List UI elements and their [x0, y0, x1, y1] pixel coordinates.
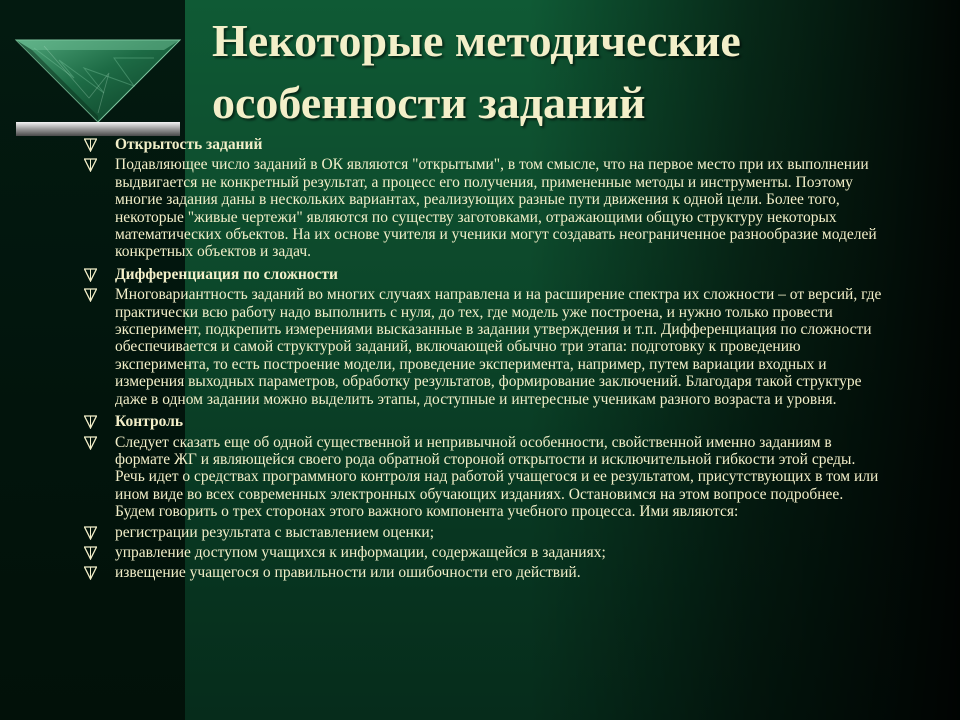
- bullet-heading: [84, 136, 884, 153]
- bullet-heading: [84, 413, 884, 430]
- arrow-bullet-icon: [84, 546, 97, 560]
- slide-title: Некоторые методические особенности заданий: [212, 15, 741, 128]
- bullet-text: Контроль: [115, 413, 184, 431]
- arrow-bullet-icon: [84, 436, 97, 450]
- bullet-item: [84, 564, 884, 581]
- bullet-text: Подавляющее число заданий в ОК являются "открытыми", в том смысле, что на первое место при их выполнении выдвигается не конкретный результат, а процесс его получения, примененные методы и инструменты. Поэтому многие задания даны в нескольких вариантах, реализующих разные пути движения к одной цели. Более того, некоторые "живые чертежи" являются по существу заготовками, отражающими общую структуру некоторых математических объектов. На их основе учителя и ученики могут создавать неограниченное разнообразие моделей конкретных объектов и задач.: [115, 156, 877, 261]
- arrow-bullet-icon: [84, 268, 97, 282]
- arrow-bullet-icon: [84, 138, 97, 152]
- arrow-bullet-icon: [84, 158, 97, 172]
- arrow-bullet-icon: [84, 566, 97, 580]
- bullet-text: управление доступом учащихся к информации, содержащейся в заданиях;: [115, 543, 606, 561]
- arrow-bullet-icon: [84, 288, 97, 302]
- bullet-item: [84, 434, 884, 521]
- bullet-text: регистрации результата с выставлением оценки;: [115, 523, 435, 541]
- bullet-text: извещение учащегося о правильности или ошибочности его действий.: [115, 564, 581, 582]
- arrow-bullet-icon: [84, 526, 97, 540]
- bullet-list: [84, 136, 884, 585]
- bullet-text: Дифференциация по сложности: [115, 265, 338, 283]
- bullet-item: [84, 156, 884, 260]
- bullet-text: Многовариантность заданий во многих случаях направлена и на расширение спектра их сложности – от версий, где практически всю работу надо выполнить с нуля, до тех, где модель уже построена, и нужно только провести эксперимент, подкрепить измерениями высказанные в задании утверждения и т.п. Дифференциация по сложности обеспечивается и самой структурой заданий, включающей обычно три этапа: подготовку к проведению эксперимента, то есть построение модели, проведение эксперимента, например, путем вариации входных и измерения выходных параметров, обработку результатов, формирование заключений. Благодаря такой структуре даже в одном задании можно выделить этапы, доступные и интересные ученикам разного возраста и уровня.: [115, 286, 882, 408]
- marble-triangle-logo: [14, 38, 182, 138]
- bullet-text: Следует сказать еще об одной существенной и непривычной особенности, свойственной именно заданиям в формате ЖГ и являющейся своего рода обратной стороной открытости и исключительной гибкости этой среды. Речь идет о средствах программного контроля над работой учащегося и ее результатом, присутствующих в том или ином виде во всех современных электронных обучающих изданиях. Остановимся на этом вопросе подробнее. Будем говорить о трех сторонах этого важного компонента учебного процесса. Ими являются:: [115, 433, 879, 521]
- bullet-heading: [84, 266, 884, 283]
- bullet-item: [84, 544, 884, 561]
- bullet-item: [84, 286, 884, 408]
- arrow-bullet-icon: [84, 415, 97, 429]
- bullet-item: [84, 524, 884, 541]
- bullet-text: Открытость заданий: [115, 136, 263, 153]
